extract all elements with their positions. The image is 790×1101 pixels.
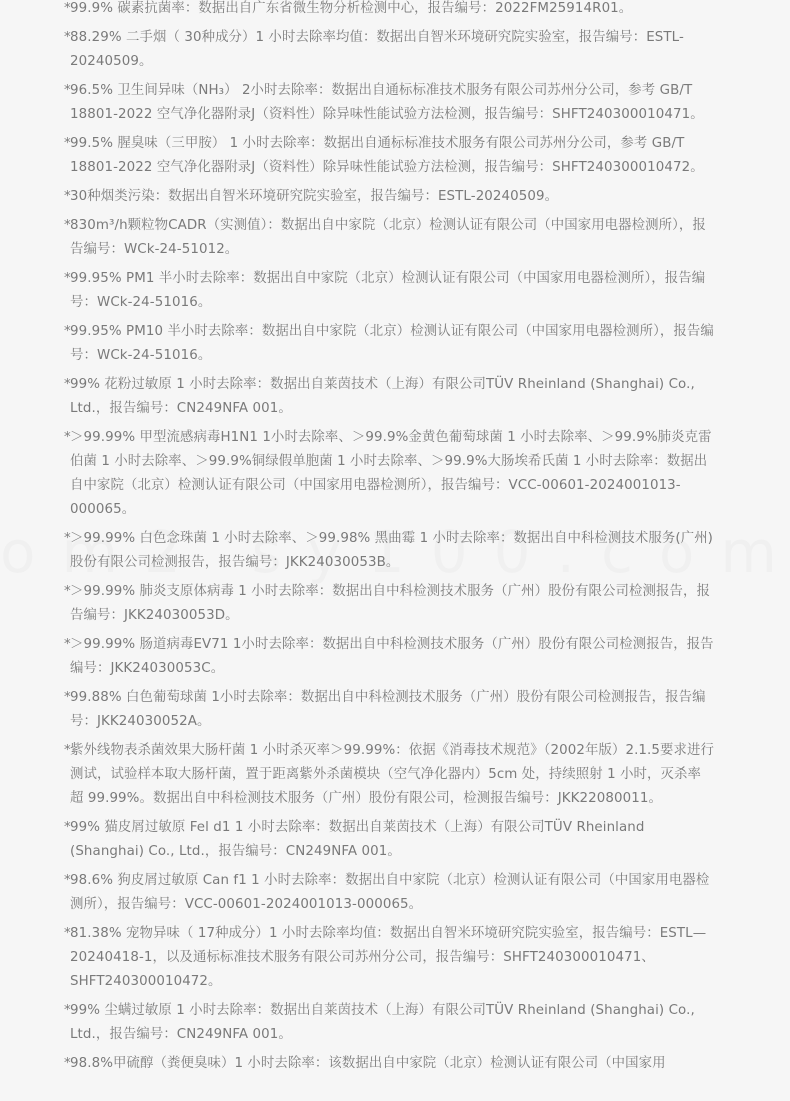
footnote-item <box>0 267 790 315</box>
footnote-text: 紫外线物表杀菌效果大肠杆菌 1 小时杀灭率＞99.99%：依据《消毒技术规范》（2002年版）2.1.5要求进行测试，试验样本取大肠杆菌，置于距离紫外杀菌模块（空气净化器内）5cm 处，持续照射 1 小时，灭杀率超 99.99%。数据出自中科检测技术服务（广州）股份有限公司，检测报告编号：JKK22080011。 <box>70 743 714 806</box>
footnote-marker: * <box>64 218 71 233</box>
footnote-text: 99.95% PM1 半小时去除率：数据出自中家院（北京）检测认证有限公司（中国家用电器检测所），报告编号：WCk-24-51016。 <box>70 271 706 310</box>
footnote-item <box>0 79 790 127</box>
footnote-marker: * <box>64 743 71 758</box>
footnote-item <box>0 214 790 262</box>
footnote-text: 96.5% 卫生间异味（NH₃） 2小时去除率：数据出自通标标准技术服务有限公司苏州分公司，参考 GB/T 18801-2022 空气净化器附录J（资料性）除异味性能试验方法检测，报告编号：SHFT240300010471。 <box>70 83 704 122</box>
footnote-item <box>0 320 790 368</box>
footnote-text: ＞99.99% 肠道病毒EV71 1小时去除率：数据出自中科检测技术服务（广州）股份有限公司检测报告，报告编号：JKK24030053C。 <box>70 637 714 676</box>
footnote-marker: * <box>64 189 71 204</box>
footnote-item <box>0 580 790 628</box>
footnote-marker: * <box>64 690 71 705</box>
footnote-text: 99.95% PM10 半小时去除率：数据出自中家院（北京）检测认证有限公司（中国家用电器检测所），报告编号：WCk-24-51016。 <box>70 324 714 363</box>
footnote-item <box>0 816 790 864</box>
footnote-marker: * <box>64 1056 71 1071</box>
footnote-marker: * <box>64 637 71 652</box>
footnote-item <box>0 527 790 575</box>
footnote-marker: * <box>64 324 71 339</box>
footnote-marker: * <box>64 30 71 45</box>
footnote-marker: * <box>64 377 71 392</box>
footnote-marker: * <box>64 873 71 888</box>
footnote-text: 99% 尘螨过敏原 1 小时去除率：数据出自莱茵技术（上海）有限公司TÜV Rheinland (Shanghai) Co., Ltd.，报告编号：CN249NFA 001。 <box>70 1003 695 1042</box>
footnote-text: 81.38% 宠物异味（ 17种成分）1 小时去除率均值：数据出自智米环境研究院实验室，报告编号：ESTL—20240418-1，以及通标标准技术服务有限公司苏州分公司，报告编号：SHFT240300010471、SHFT240300010472。 <box>70 926 707 989</box>
footnote-item <box>0 686 790 734</box>
footnote-text: 98.6% 狗皮屑过敏原 Can f1 1 小时去除率：数据出自中家院（北京）检测认证有限公司（中国家用电器检测所），报告编号：VCC-00601-2024001013-000065。 <box>70 873 710 912</box>
footnote-item <box>0 373 790 421</box>
footnote-item <box>0 739 790 811</box>
footnote-text: ＞99.99% 白色念珠菌 1 小时去除率、＞99.98% 黑曲霉 1 小时去除率：数据出自中科检测技术服务(广州)股份有限公司检测报告，报告编号：JKK24030053B。 <box>70 531 714 570</box>
footnote-marker: * <box>64 531 71 546</box>
footnote-item <box>0 426 790 522</box>
footnote-marker: * <box>64 1003 71 1018</box>
footnote-text: ＞99.99% 甲型流感病毒H1N1 1小时去除率、＞99.9%金黄色葡萄球菌 1 小时去除率、＞99.9%肺炎克雷伯菌 1 小时去除率、＞99.9%铜绿假单胞菌 1 小时去除率、＞99.9%大肠埃希氏菌 1 小时去除率：数据出自中家院（北京）检测认证有限公司（中国家用电器检测所），报告编号：VCC-00601-2024001013-000065。 <box>70 430 712 517</box>
footnote-text: 99% 猫皮屑过敏原 Fel d1 1 小时去除率：数据出自莱茵技术（上海）有限公司TÜV Rheinland (Shanghai) Co., Ltd.，报告编号：CN249NFA 001。 <box>70 820 645 859</box>
footnote-item <box>0 869 790 917</box>
footnote-text: 99.88% 白色葡萄球菌 1小时去除率：数据出自中科检测技术服务（广州）股份有限公司检测报告，报告编号：JKK24030052A。 <box>70 690 706 729</box>
footnote-item <box>0 0 790 21</box>
footnote-marker: * <box>64 1 71 16</box>
footnote-item <box>0 1052 790 1076</box>
footnote-text: 99% 花粉过敏原 1 小时去除率：数据出自莱茵技术（上海）有限公司TÜV Rheinland (Shanghai) Co., Ltd.，报告编号：CN249NFA 001。 <box>70 377 695 416</box>
footnote-item <box>0 922 790 994</box>
footnote-item <box>0 185 790 209</box>
footnote-marker: * <box>64 584 71 599</box>
footnote-text: 99.9% 碳素抗菌率：数据出自广东省微生物分析检测中心，报告编号：2022FM25914R01。 <box>70 1 633 16</box>
footnote-marker: * <box>64 926 71 941</box>
footnote-text: 98.8%甲硫醇（粪便臭味）1 小时去除率：该数据出自中家院（北京）检测认证有限公司（中国家用 <box>70 1056 666 1071</box>
footnote-item <box>0 26 790 74</box>
footnote-text: 88.29% 二手烟（ 30种成分）1 小时去除率均值：数据出自智米环境研究院实验室，报告编号：ESTL-20240509。 <box>70 30 684 69</box>
footnote-marker: * <box>64 271 71 286</box>
footnote-marker: * <box>64 83 71 98</box>
footnote-text: 30种烟类污染：数据出自智米环境研究院实验室，报告编号：ESTL-20240509。 <box>70 189 559 204</box>
footnote-text: 830m³/h颗粒物CADR（实测值）：数据出自中家院（北京）检测认证有限公司（中国家用电器检测所），报告编号：WCk-24-51012。 <box>70 218 706 257</box>
footnote-item <box>0 132 790 180</box>
footnote-item <box>0 999 790 1047</box>
footnote-item <box>0 633 790 681</box>
footnote-marker: * <box>64 820 71 835</box>
footnote-text: ＞99.99% 肺炎支原体病毒 1 小时去除率：数据出自中科检测技术服务（广州）股份有限公司检测报告，报告编号：JKK24030053D。 <box>70 584 710 623</box>
footnote-marker: * <box>64 430 71 445</box>
footnote-text: 99.5% 腥臭味（三甲胺） 1 小时去除率：数据出自通标标准技术服务有限公司苏州分公司，参考 GB/T 18801-2022 空气净化器附录J（资料性）除异味性能试验方法检测，报告编号：SHFT240300010472。 <box>70 136 704 175</box>
footnote-marker: * <box>64 136 71 151</box>
